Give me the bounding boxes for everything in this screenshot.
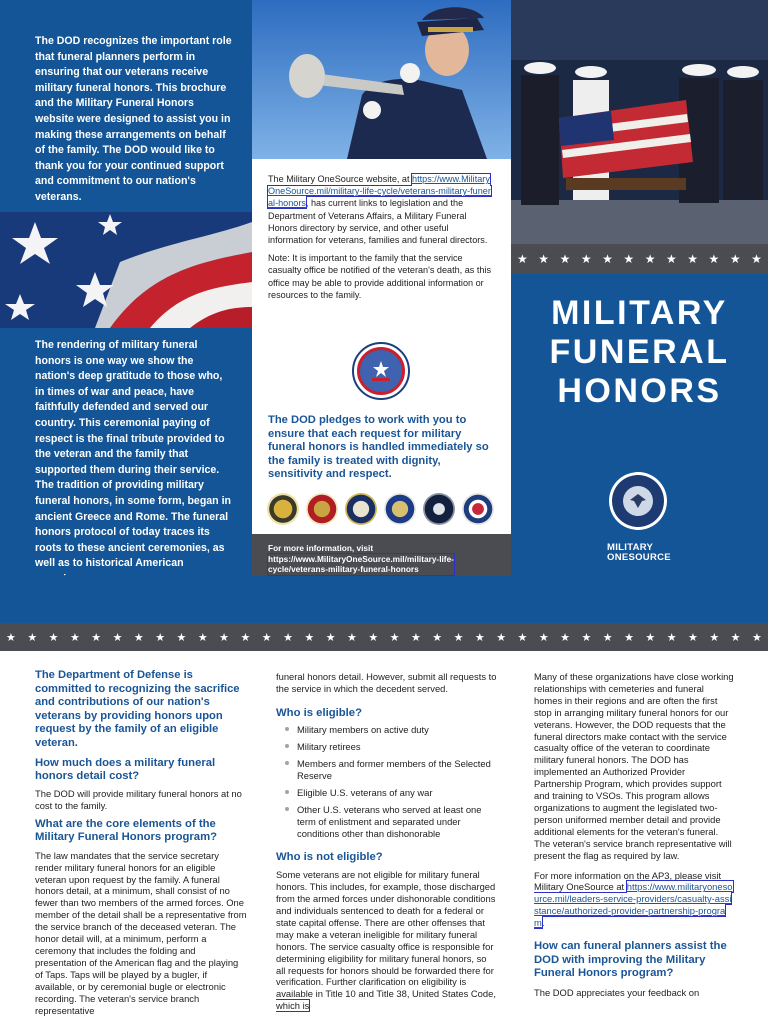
army-seal bbox=[267, 493, 299, 525]
cover-panel bbox=[511, 244, 768, 576]
brand-line2: ONESOURCE bbox=[607, 552, 671, 563]
ap3-text-pre: For more information on the AP3, please visit Military OneSource at bbox=[534, 869, 722, 893]
cover-title bbox=[511, 294, 768, 411]
intro-heading: The Department of Defense is committed to recognizing the sacrifice and contributions of our nation's veterans by providing honors upon request by the family of an eligible veteran. bbox=[35, 669, 240, 749]
air-force-seal bbox=[384, 493, 416, 525]
website-paragraph bbox=[268, 173, 491, 246]
website-text-post: , has current links to legislation and the Department of Veterans Affairs, a Military Funeral Honors directory by service, and other useful information for veterans, families and funeral directors. bbox=[268, 198, 488, 246]
core-heading: What are the core elements of the Military Funeral Honors program? bbox=[35, 817, 218, 844]
eligible-list bbox=[276, 724, 498, 839]
pledge-text: The DOD pledges to work with you to ensure that each request for military funeral honors is handled immediately so the family is treated with dignity, sensitivity and respect. bbox=[268, 414, 489, 481]
core-paragraph: The law mandates that the service secretary render military funeral honors for an eligible veteran upon request by the family. A funeral honors detail, at a minimum, shall consist of no fewer than two members of the armed forces. One member of the detail shall be a representative from the service branch of the deceased veteran. The honor detail will, at a minimum, perform a ceremony that includes the folding and presentation of the American flag and the playing of Taps. Taps will be played by a bugler, if available, or by ceremonial bugle or electronic recording. The veteran's service branch representative bbox=[35, 849, 247, 1016]
ap3-text-post: . bbox=[541, 917, 545, 929]
title-code-link[interactable]: which is bbox=[276, 1000, 310, 1012]
middle-blue-band bbox=[0, 576, 768, 623]
ap3-link[interactable]: https://www.militaryonesource.mil/leaders-service-providers/casualty-assistance/authorized-provider-partnership-program bbox=[534, 881, 733, 929]
more-info-link[interactable]: https://www.MilitaryOneSource.mil/military-life-cycle/veterans-military-funeral-honors bbox=[268, 553, 454, 574]
not-eligible-heading: Who is not eligible? bbox=[276, 850, 383, 863]
bugler-photo bbox=[252, 0, 511, 159]
list-item: Other U.S. veterans who served at least one term of enlistment and separated under conditions other than dishonorable bbox=[276, 804, 498, 840]
not-eligible-text: Some veterans are not eligible for military funeral honors. This includes, for example, those discharged from the armed forces under dishonorable conditions and individuals sentenced to death for a federal or state capital offense. There are other offenses that may make a veteran ineligible for military funeral honors. The service casualty office is responsible for determining eligibility for military funeral honors, so all requests for honors should be forwarded there for verification. Further clarification on eligibility is available in Title 10 and Title 38, United States Code, bbox=[276, 869, 496, 1000]
military-onesource-logo bbox=[607, 543, 671, 563]
left-intro-panel bbox=[0, 0, 252, 212]
marine-corps-seal bbox=[306, 493, 338, 525]
list-item: Military retirees bbox=[276, 741, 498, 753]
brand-line1: MILITARY bbox=[607, 542, 654, 553]
list-item: Eligible U.S. veterans of any war bbox=[276, 787, 498, 799]
ap3-paragraph bbox=[534, 870, 734, 930]
navy-seal bbox=[345, 493, 377, 525]
more-info-label: For more information, visit bbox=[268, 543, 374, 553]
inner-star-strip: ★ ★ ★ ★ ★ ★ ★ ★ ★ ★ ★ ★ ★ ★ ★ ★ ★ ★ ★ ★ ★ ★ ★ ★ ★ ★ ★ ★ ★ ★ ★ ★ ★ ★ ★ ★ bbox=[0, 623, 768, 651]
continued-paragraph: funeral honors detail. However, submit all requests to the service in which the decedent served. bbox=[276, 671, 497, 694]
note-paragraph: Note: It is important to the family that the service casualty office be notified of the veteran's death, as this office may be able to provide additional information or resources to the family. bbox=[268, 253, 491, 300]
flag-photo bbox=[0, 212, 252, 328]
cost-paragraph: The DOD will provide military funeral honors at no cost to the family. bbox=[35, 787, 242, 811]
cover-title-line2: FUNERAL bbox=[549, 333, 730, 371]
middle-info-panel bbox=[252, 159, 511, 534]
cover-title-line3: HONORS bbox=[557, 372, 722, 410]
assist-heading: How can funeral planners assist the DOD with improving the Military Funeral Honors program? bbox=[534, 940, 727, 980]
cover-title-line1: MILITARY bbox=[551, 294, 728, 332]
organizations-paragraph: Many of these organizations have close working relationships with cemeteries and funeral homes in their regions and are often the first stop in arranging military funeral honors for our veterans. However, the DOD requests that the funeral directors make contact with the service casualty office of the veteran to coordinate military funeral honors. The DOD has implemented an Authorized Provider Partnership Program, which provides support and training to VSOs. This program allows organizations to augment the legislated two-person uniformed member detail and provide additional elements for the veteran's funeral. The veteran's service branch representative will present the flag as required by law. bbox=[534, 671, 734, 861]
not-eligible-paragraph bbox=[276, 869, 498, 1012]
more-info-bar bbox=[252, 534, 511, 576]
dod-seal bbox=[609, 472, 667, 530]
left-history-panel bbox=[0, 328, 252, 576]
history-paragraph: The rendering of military funeral honors is one way we show the nation's deep gratitude to those who, in times of war and peace, have faithfully defended and served our country. This ceremonial paying of respect is the final tribute provided to the veteran and the family that supported them during their service. The tradition of providing military funeral honors, in some form, began in ancient Greece and Rome. The funeral honors protocol of today traces its roots to these ancient ceremonies, as well as to historical American bbox=[35, 339, 232, 570]
appreciate-paragraph: The DOD appreciates your feedback on bbox=[534, 986, 700, 998]
inner-column-3 bbox=[534, 671, 734, 1024]
inner-column-2 bbox=[276, 671, 498, 1024]
website-link[interactable]: https://www.MilitaryOneSource.mil/military-life-cycle/veterans-military-funeral-honors bbox=[268, 174, 491, 209]
casket-photo bbox=[511, 0, 768, 244]
cost-heading: How much does a military funeral honors detail cost? bbox=[35, 756, 216, 783]
website-text-pre: The Military OneSource website, at bbox=[268, 174, 413, 184]
cover-star-strip: ★ ★ ★ ★ ★ ★ ★ ★ ★ ★ ★ ★ bbox=[511, 244, 768, 274]
space-force-seal bbox=[423, 493, 455, 525]
mcfp-badge bbox=[352, 342, 410, 400]
eligible-heading: Who is eligible? bbox=[276, 706, 362, 719]
coast-guard-seal bbox=[462, 493, 494, 525]
inner-column-1 bbox=[35, 669, 248, 1024]
list-item: Members and former members of the Selected Reserve bbox=[276, 758, 498, 782]
intro-paragraph: The DOD recognizes the important role that funeral planners perform in ensuring that our veterans receive military funeral honors. This brochure and the Military Funeral Honors website were designed to assist you in making these arrangements on behalf of the family. The DOD would like to thank you for your continued support and commitment to our nation's veterans. bbox=[35, 35, 232, 203]
list-item: Military members on active duty bbox=[276, 724, 498, 736]
